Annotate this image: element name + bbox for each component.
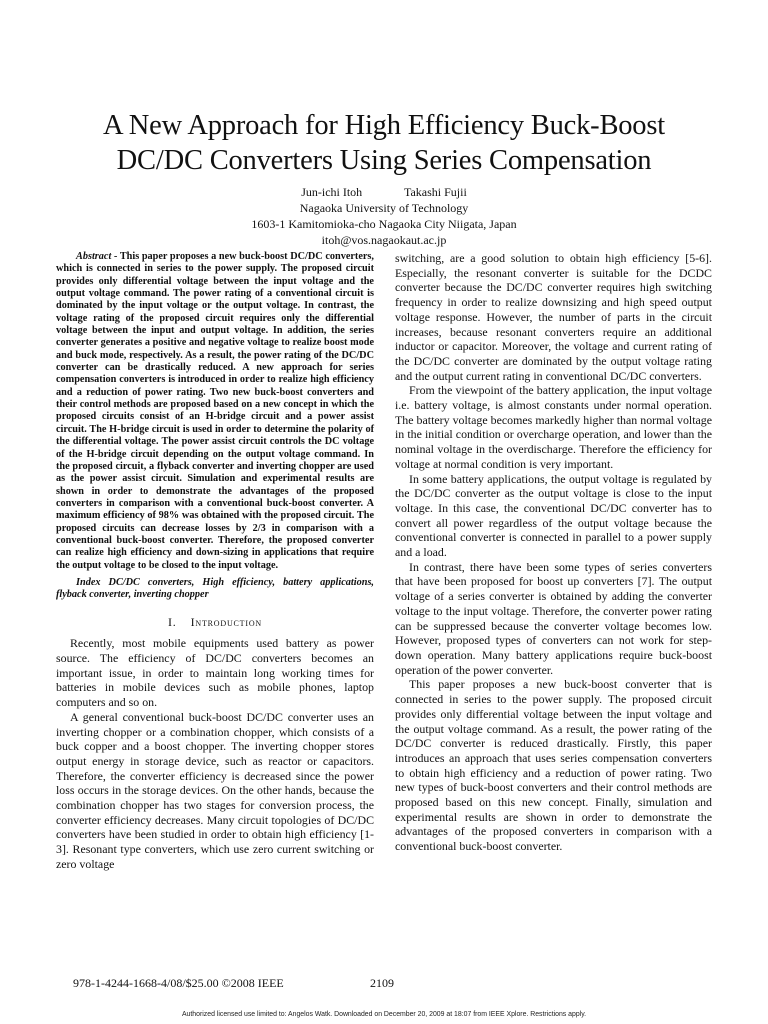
abstract-label: Abstract - (76, 251, 118, 262)
page-number: 2109 (370, 976, 394, 990)
title-line-2: DC/DC Converters Using Series Compensation (116, 145, 652, 176)
body-paragraph: A general conventional buck-boost DC/DC converter uses an inverting chopper or a combination chopper, which consists of a buck copper and a boost chopper. The inverting chopper stores output energy in storage device, such as reactor or capacitors. Therefore, the converter efficiency is decreased since the power loss occurs in the storage devices. On the other hands, because the combination chopper has two stages for conversion process, the converter efficiency decreases. Many circuit topologies of DC/DC converters have been studied in order to obtain high efficiency [1-3]. Resonant type converters, which use zero current switching or zero voltage (56, 709, 374, 871)
abstract-text: This paper proposes a new buck-boost DC/DC converters, which is connected in series to the power supply. The proposed circuit provides only differential voltage between the input voltage and the output voltage command. The power rating of a conventional circuit is dominated by the input voltage or the output voltage. In contrast, the voltage rating of the proposed circuit requires only the differential voltage between the input and output voltage. In addition, the series converter generates a positive and negative voltage to realize boost mode and buck mode, respectively. As a result, the power rating of the DC/DC converter can be drastically reduced. A new approach for series compensation converters is introduced in order to realize high efficiency and a reduction of power rating. Two new buck-boost converters and their control methods are proposed based on a new concept in which the proposed circuits consist of an H-bridge circuit and a power assist circuit. The H-bridge circuit is used in order to determine the polarity of the differential voltage. The power assist circuit controls the DC voltage of the H-bridge circuit depending on the output voltage command. In the proposed circuit, a flyback converter and inverting chopper are used as the power assist circuit. Simulation and experimental results are shown in order to demonstrate the advantages of the proposed converters in comparison with a conventional buck-boost converter. A maximum efficiency of 98% was obtained with the proposed circuit. The proposed circuits can decrease losses by 2/3 in comparison with a conventional buck-boost converter. Therefore, the proposed converter can realize high efficiency and down-sizing in applications that require the output voltage to be closed to the input voltage. (56, 251, 374, 571)
author-address: 1603-1 Kamitomioka-cho Nagaoka City Niigata, Japan (251, 217, 517, 231)
license-notice: Authorized licensed use limited to: Angelos Watk. Downloaded on December 20, 2009 at 18:07 from IEEE Xplore. Restrictions apply. (181, 1011, 587, 1018)
section-heading (56, 615, 374, 630)
author-names: Jun-ichi Itoh Takashi Fujii (301, 185, 467, 199)
abstract (56, 251, 374, 572)
body-paragraph: switching, are a good solution to obtain high efficiency [5-6]. Especially, the resonant converter is suitable for the DCDC converter because the DC/DC converter requires high switching frequency in order to realize downsizing and high speed output voltage response. However, the number of parts in the circuit increases, because resonant converters require an additional inductor or capacitor. Moreover, the voltage and current rating of the DC/DC converter are dominated by the output voltage rating and the output current rating in conventional DC/DC converters. (395, 251, 712, 383)
author-email: itoh@vos.nagaokaut.ac.jp (321, 233, 447, 247)
body-paragraph: In contrast, there have been some types of series converters that have been proposed for boost up converters [7]. The output voltage of a series converter is obtained by adding the converter voltage to the input voltage. Therefore, the converter power rating can be suppressed because the converter voltage becomes low. However, proposed types of converters can not work for step-down operation. Many battery applications require buck-boost operation of the power converter. (395, 559, 712, 677)
section-title: Introduction (190, 614, 262, 629)
body-paragraph: From the viewpoint of the battery application, the input voltage i.e. battery voltage, is almost constants under normal operation. The battery voltage becomes markedly higher than normal voltage in the initial condition or overcharge operation, and lower than the nominal voltage in the overdischarge. Therefore the efficiency for voltage at normal condition is very important. (395, 383, 712, 471)
right-column (395, 251, 712, 854)
body-paragraph: In some battery applications, the output voltage is regulated by the DC/DC converter as the output voltage is close to the input voltage. In this case, the conventional DC/DC converter has to convert all power regardless of the output voltage because the conventional converter is connected in parallel to a power supply and a load. (395, 471, 712, 560)
copyright-line: 978-1-4244-1668-4/08/$25.00 ©2008 IEEE (73, 976, 284, 990)
title-line-1: A New Approach for High Efficiency Buck-Boost (103, 110, 665, 141)
left-column (56, 251, 374, 872)
author-affiliation: Nagaoka University of Technology (299, 201, 469, 215)
paper-title (40, 108, 728, 178)
index-terms: Index DC/DC converters, High efficiency, battery applications, flyback converter, inverting chopper (56, 576, 374, 601)
body-paragraph: This paper proposes a new buck-boost converter that is connected in series to the power supply. The proposed circuit provides only differential voltage between the input voltage and the output voltage command. As a result, the power rating of the DC/DC converter is reduced drastically. Firstly, this paper introduces an approach that uses series compensation converters to obtain high efficiency and a reduction of power rating. Two new types of buck-boost converters and their control methods are proposed based on this new concept. Finally, simulation and experimental results are shown in order to demonstrate the advantages of the proposed converters in comparison with a conventional buck-boost converter. (395, 677, 712, 854)
body-paragraph: Recently, most mobile equipments used battery as power source. The efficiency of DC/DC converters becomes an important issue, in order to maintain long working times for batteries in mobile devices such as mobile phones, laptop computers and so on. (56, 636, 374, 710)
section-number: I. (168, 614, 177, 629)
author-block (0, 184, 768, 248)
